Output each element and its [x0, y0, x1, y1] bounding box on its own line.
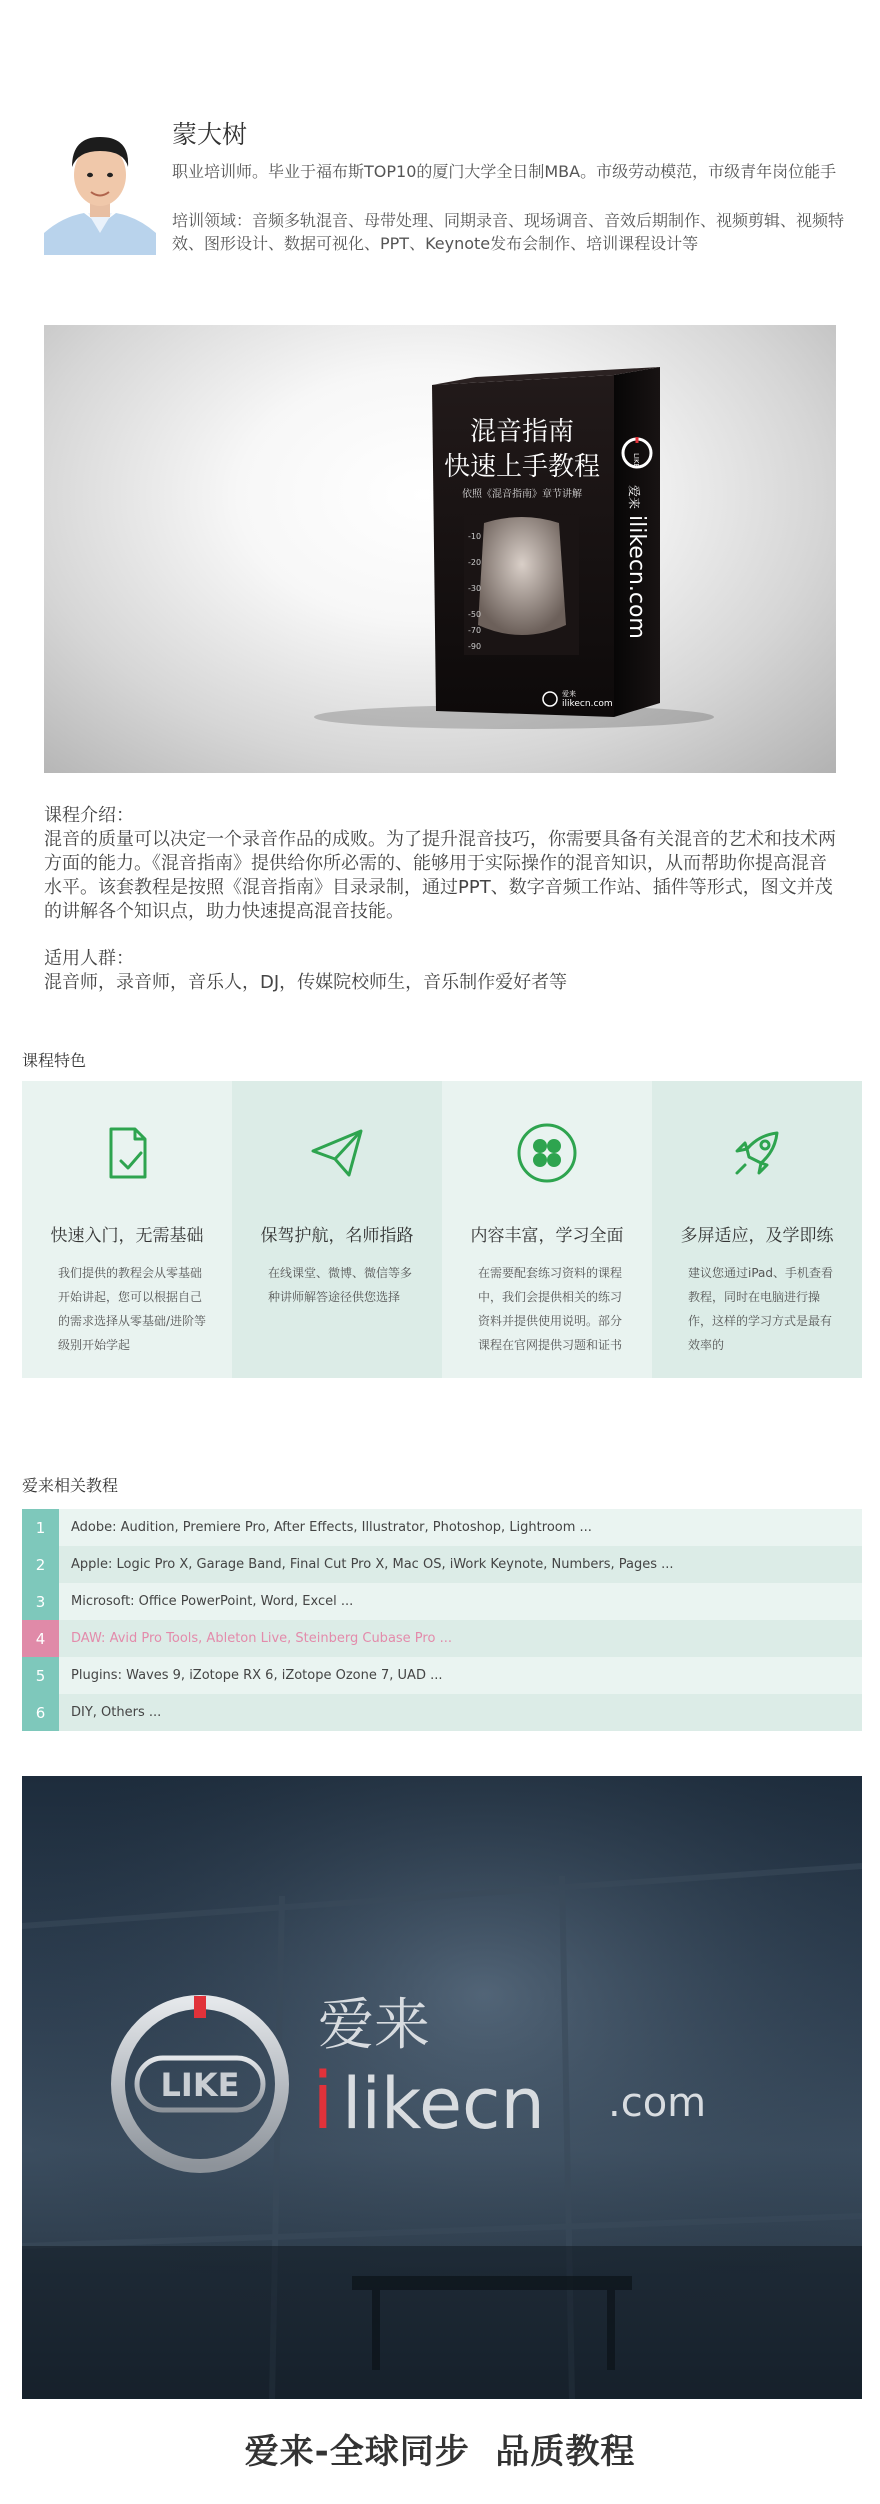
paper-plane-icon: [305, 1121, 369, 1185]
feature-title: 内容丰富，学习全面: [470, 1226, 624, 1246]
rocket-icon: [725, 1121, 789, 1185]
related-item[interactable]: [22, 1694, 862, 1731]
related-item-number: 5: [22, 1657, 59, 1694]
feature-card: [652, 1081, 862, 1378]
box-meter-label-3: -30: [468, 584, 482, 593]
course-intro-heading: 课程介绍：: [44, 805, 134, 826]
box-meter-label-2: -20: [468, 558, 482, 567]
box-meter-label-6: -90: [468, 642, 482, 651]
related-item-number: 6: [22, 1694, 59, 1731]
box-bottom-logo-en: ilikecn.com: [562, 699, 613, 709]
product-box-illustration: [44, 325, 836, 773]
brand-domain-i: i: [312, 2057, 334, 2147]
related-item-text[interactable]: Apple: Logic Pro X, Garage Band, Final Cut Pro X, Mac OS, iWork Keynote, Numbers, Pages ...: [71, 1557, 674, 1572]
instructor-bio: 职业培训师。毕业于福布斯TOP10的厦门大学全日制MBA。市级劳动模范，市级青年岗位能手: [172, 162, 837, 181]
brand-logo-text: LIKE: [160, 2066, 240, 2104]
feature-card: [442, 1081, 652, 1378]
feature-title: 快速入门，无需基础: [50, 1226, 204, 1246]
features-grid: [22, 1081, 862, 1378]
box-meter-label-5: -70: [468, 626, 482, 635]
related-item-number: 3: [22, 1583, 59, 1620]
related-item[interactable]: [22, 1583, 862, 1620]
instructor-section: [44, 115, 844, 265]
clover-circle-icon: [515, 1121, 579, 1185]
related-item[interactable]: [22, 1546, 862, 1583]
related-item-number: 2: [22, 1546, 59, 1583]
brand-wall-illustration: [22, 1776, 862, 2399]
course-intro: [44, 804, 836, 924]
instructor-name: 蒙大树: [172, 120, 248, 149]
related-item-text[interactable]: Adobe: Audition, Premiere Pro, After Effects, Illustrator, Photoshop, Lightroom ...: [71, 1520, 592, 1535]
course-intro-text: 混音的质量可以决定一个录音作品的成败。为了提升混音技巧，你需要具备有关混音的艺术和技术两方面的能力。《混音指南》提供给你所必需的、能够用于实际操作的混音知识，从而帮助你提高混音水平。该套教程是按照《混音指南》目录录制，通过PPT、数字音频工作站、插件等形式，图文并茂的讲解各个知识点，助力快速提高混音技能。: [44, 829, 836, 922]
brand-domain-main: likecn: [342, 2063, 545, 2145]
product-hero: [44, 325, 836, 773]
box-meter-label-1: -10: [468, 532, 482, 541]
box-subtitle: 依照《混音指南》章节讲解: [462, 489, 582, 500]
related-list: [22, 1509, 862, 1731]
box-side-cn: 爱来: [627, 485, 641, 510]
related-item-text[interactable]: Plugins: Waves 9, iZotope RX 6, iZotope Ozone 7, UAD ...: [71, 1668, 443, 1683]
document-check-icon: [95, 1121, 159, 1185]
brand-banner: [22, 1776, 862, 2399]
related-item-text[interactable]: Microsoft: Office PowerPoint, Word, Excel ...: [71, 1594, 354, 1609]
feature-desc: 在需要配套练习资料的课程中，我们会提供相关的练习资料并提供使用说明。部分课程在官网提供习题和证书: [478, 1266, 623, 1352]
audience-heading: 适用人群：: [44, 948, 134, 969]
feature-desc: 我们提供的教程会从零基础开始讲起，您可以根据自己的需求选择从零基础/进阶等级别开始学起: [58, 1266, 207, 1352]
feature-title: 多屏适应，及学即练: [680, 1226, 834, 1246]
related-item-text[interactable]: DAW: Avid Pro Tools, Ableton Live, Steinberg Cubase Pro ...: [71, 1631, 452, 1646]
feature-card: [22, 1081, 232, 1378]
box-title-line1: 混音指南: [469, 417, 575, 447]
features-title: 课程特色: [22, 1051, 87, 1070]
box-side-logo-text: LIKE: [632, 453, 640, 468]
brand-domain-tld: .com: [608, 2080, 707, 2126]
feature-desc: 建议您通过iPad、手机查看教程，同时在电脑进行操作，这样的学习方式是最有效率的: [688, 1266, 834, 1352]
feature-desc: 在线课堂、微博、微信等多种讲师解答途径供您选择: [268, 1266, 413, 1304]
related-item-number: 1: [22, 1509, 59, 1546]
footer-slogan: 爱来-全球同步 品质教程: [244, 2432, 636, 2472]
related-item[interactable]: [22, 1620, 862, 1657]
audience-text: 混音师，录音师，音乐人，DJ，传媒院校师生，音乐制作爱好者等: [44, 972, 568, 993]
instructor-domains: 培训领域：音频多轨混音、母带处理、同期录音、现场调音、音效后期制作、视频剪辑、视频特效、图形设计、数据可视化、PPT、Keynote发布会制作、培训课程设计等: [172, 211, 845, 253]
audience-section: [44, 947, 836, 995]
instructor-avatar: [44, 115, 156, 255]
box-side-brand: ilikecn.com: [624, 515, 649, 639]
box-title-line2: 快速上手教程: [443, 452, 601, 482]
related-item[interactable]: [22, 1657, 862, 1694]
brand-name-cn: 爱来: [318, 1993, 430, 2058]
feature-title: 保驾护航，名师指路: [260, 1226, 414, 1246]
feature-card: [232, 1081, 442, 1378]
related-item[interactable]: [22, 1509, 862, 1546]
box-bottom-logo-cn: 爱来: [562, 690, 576, 698]
related-item-text[interactable]: DIY, Others ...: [71, 1705, 162, 1720]
related-item-number: 4: [22, 1620, 59, 1657]
related-title: 爱来相关教程: [22, 1476, 119, 1495]
box-meter-label-4: -50: [468, 610, 482, 619]
